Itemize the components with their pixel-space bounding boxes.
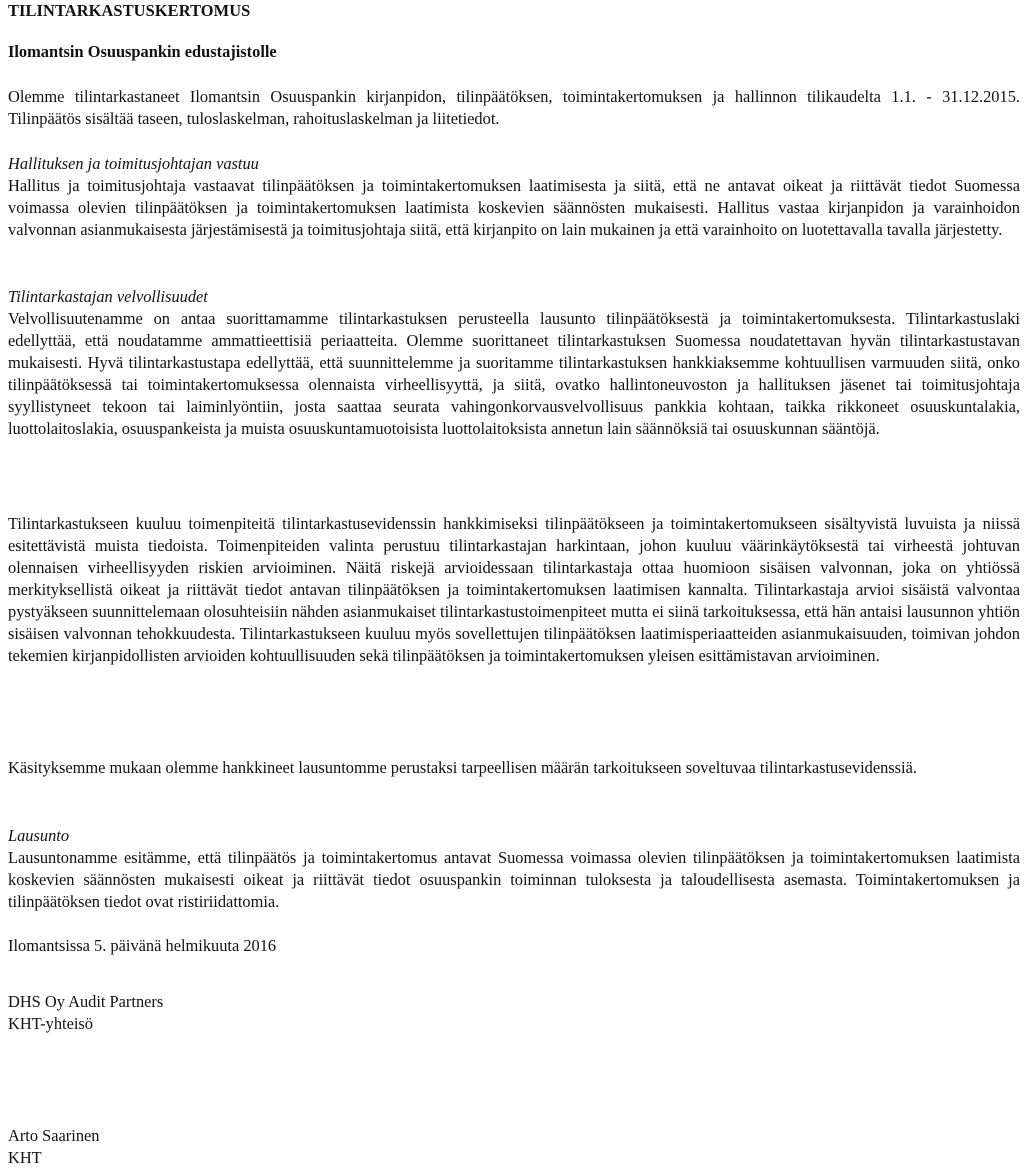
document-title: TILINTARKASTUSKERTOMUS (8, 1, 251, 20)
sufficiency-paragraph: Käsityksemme mukaan olemme hankkineet lausuntomme perustaksi tarpeellisen määrän tarkoitukseen soveltuvaa tilintarkastusevidenssiä. (8, 758, 917, 777)
section-paragraph: Hallitus ja toimitusjohtaja vastaavat tilinpäätöksen ja toimintakertomuksen laatimisesta ja siitä, että ne antavat oikeat ja riittävät tiedot Suomessa voimassa olevien tilinpäätöksen ja toimintakertomuksen laatimista koskevien säännösten mukaisesti. Hallitus vastaa kirjanpidon ja varainhoidon valvonnan asianmukaisesta järjestämisestä ja toimitusjohtaja siitä, että kirjanpito on lain mukainen ja että varainhoito on luotettavalla tavalla järjestetty. (8, 176, 1020, 239)
section-paragraph: Velvollisuutenamme on antaa suorittamamme tilintarkastuksen perusteella lausunto tilinpäätöksestä ja toimintakertomuksesta. Tilintarkastuslaki edellyttää, että noudatamme ammattieettisiä periaatteita. Olemme suorittaneet tilintarkastuksen Suomessa noudatettavan hyvän tilintarkastustavan mukaisesti. Hyvä tilintarkastustapa edellyttää, että suunnittelemme ja suoritamme tilintarkastuksen hankkiaksemme kohtuullisen varmuuden siitä, onko tilinpäätöksessä tai toimintakertomuksessa olennaista virheellisyyttä, ja siitä, ovatko hallintoneuvoston ja hallituksen jäsenet tai toimitusjohtaja syyllistyneet tekoon tai laiminlyöntiin, josta saattaa seurata vahingonkorvausvelvollisuus pankkia kohtaan, taikka rikkoneet osuuskuntalakia, luottolaitoslakia, osuuspankeista ja muista osuuskuntamuotoisista luottolaitoksista annetun lain säännöksiä tai osuuskunnan sääntöjä. (8, 309, 1020, 438)
firm-type: KHT-yhteisö (8, 1014, 93, 1033)
signer-name: Arto Saarinen (8, 1126, 100, 1145)
section-auditor-duties (8, 286, 1020, 440)
section-board-responsibility (8, 153, 1020, 241)
addressee: Ilomantsin Osuuspankin edustajistolle (8, 42, 277, 61)
section-heading: Lausunto (8, 826, 70, 845)
signature-block (8, 1125, 1020, 1169)
section-opinion (8, 825, 1020, 913)
signer-title: KHT (8, 1148, 42, 1167)
audit-procedures-paragraph: Tilintarkastukseen kuuluu toimenpiteitä tilintarkastusevidenssin hankkimiseksi tilinpäätökseen ja toimintakertomukseen sisältyvistä luvuista ja niissä esitettävistä muista tiedoista. Toimenpiteiden valinta perustuu tilintarkastajan harkintaan, johon kuuluu väärinkäytöksestä tai virheestä johtuvan olennaisen virheellisyyden riskien arvioiminen. Näitä riskejä arvioidessaan tilintarkastaja ottaa huomioon sisäisen valvonnan, joka on yhtiössä merkityksellistä oikeat ja riittävät tiedot antavan tilinpäätöksen ja toimintakertomuksen laatimisen kannalta. Tilintarkastaja arvioi sisäistä valvontaa pystyäkseen suunnittelemaan olosuhteisiin nähden asianmukaiset tilintarkastustoimenpiteet mutta ei siinä tarkoituksessa, että hän antaisi lausunnon yhtiön sisäisen valvonnan tehokkuudesta. Tilintarkastukseen kuuluu myös sovellettujen tilinpäätöksen laatimisperiaatteiden asianmukaisuuden, toimivan johdon tekemien kirjanpidollisten arvioiden kohtuullisuuden sekä tilinpäätöksen ja toimintakertomuksen yleisen esittämistavan arvioiminen. (8, 514, 1020, 665)
place-date: Ilomantsissa 5. päivänä helmikuuta 2016 (8, 936, 277, 955)
section-heading: Tilintarkastajan velvollisuudet (8, 287, 208, 306)
section-heading: Hallituksen ja toimitusjohtajan vastuu (8, 154, 259, 173)
audit-firm (8, 991, 1020, 1035)
firm-name: DHS Oy Audit Partners (8, 992, 164, 1011)
intro-paragraph: Olemme tilintarkastaneet Ilomantsin Osuuspankin kirjanpidon, tilinpäätöksen, toimintakertomuksen ja hallinnon tilikaudelta 1.1. - 31.12.2015. Tilinpäätös sisältää taseen, tuloslaskelman, rahoituslaskelman ja liitetiedot. (8, 87, 1020, 128)
section-paragraph: Lausuntonamme esitämme, että tilinpäätös ja toimintakertomus antavat Suomessa voimassa olevien tilinpäätöksen ja toimintakertomuksen laatimista koskevien säännösten mukaisesti oikeat ja riittävät tiedot osuuspankin toiminnan tuloksesta ja taloudellisesta asemasta. Toimintakertomuksen ja tilinpäätöksen tiedot ovat ristiriidattomia. (8, 848, 1020, 911)
